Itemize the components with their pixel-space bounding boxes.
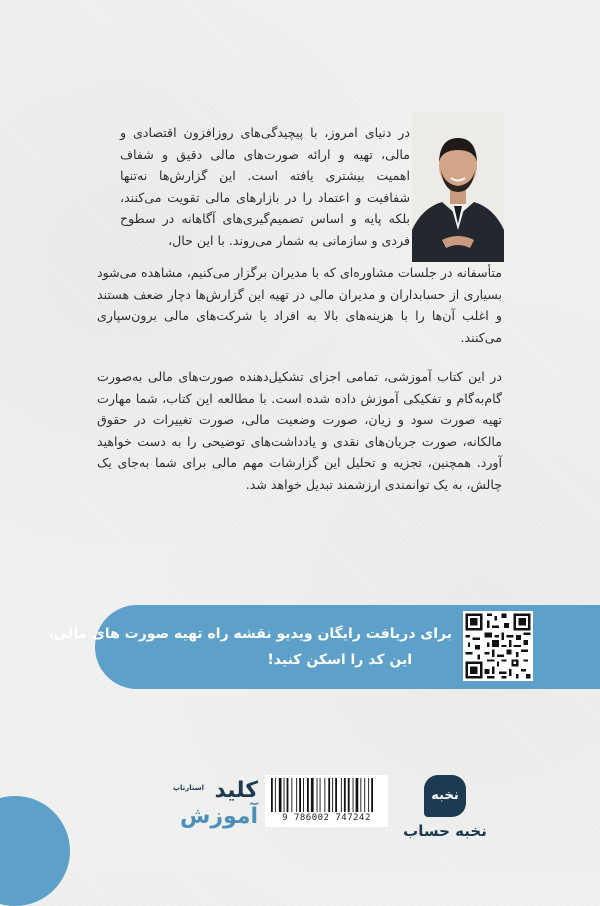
isbn-number: 9 786002 747242 — [282, 813, 371, 823]
book-description-paragraph: در این کتاب آموزشی، تمامی اجزای تشکیل‌دهنده صورت‌های مالی به‌صورت گام‌به‌گام و تفکیکی آموزش داده شده است. با مطالعه این کتاب، شما مهارت تهیه صورت سود و زیان، صورت وضعیت مالی، صورت تغییرات در حقوق مالکانه، صورت جریان‌های نقدی و یادداشت‌های توضیحی را به دست خواهید آورد. همچنین، تجزیه و تحلیل این گزارشات مهم مالی برای شما به‌جای یک چالش، به یک توانمندی ارزشمند تبدیل خواهد شد. — [97, 369, 502, 492]
kelid-logo-top-word: کلید — [214, 778, 258, 803]
intro-paragraph: در دنیای امروز، با پیچیدگی‌های روزافزون اقتصادی و مالی، تهیه و ارائه صورت‌های مالی دقیق و شفاف اهمیت بیشتری یافته است. این گزارش‌ها نه‌تنها شفافیت و اعتماد را در بازارهای مالی تقویت می‌کنند، بلکه پایه و اساس تصمیم‌گیری‌های آگاهانه در سطوح فردی و سازمانی به شمار می‌روند. با این حال، — [120, 125, 410, 248]
author-photo — [412, 112, 504, 262]
kelid-logo-small-label: استارتاپ — [172, 784, 204, 792]
intro-paragraph-continued: متأسفانه در جلسات مشاوره‌ای که با مدیران برگزار می‌کنیم، مشاهده می‌شود بسیاری از حسابداران و مدیران مالی در تهیه این گزارش‌ها دچار ضعف هستند و اغلب آن‌ها را با هزینه‌های بالا به افراد یا شرکت‌های مالی برون‌سپاری می‌کنند. — [97, 265, 502, 345]
qr-code[interactable] — [463, 611, 533, 681]
qr-text-line-2: این کد را اسکن کنید! — [267, 652, 412, 668]
qr-code-icon — [463, 611, 533, 681]
author-portrait-icon — [412, 112, 504, 262]
qr-text-line-1: برای دریافت رایگان ویدیو نقشه راه تهیه صورت های مالی، — [48, 626, 452, 642]
corner-decoration — [0, 796, 70, 906]
kelid-logo-bottom-word: آموزش — [180, 804, 258, 829]
kelid-amoozesh-logo — [158, 778, 258, 838]
publisher-name: نخبه حساب — [403, 822, 487, 840]
isbn-barcode — [265, 775, 388, 827]
publisher-mark-icon: نخبه — [424, 775, 466, 817]
publisher-logo — [402, 775, 488, 845]
barcode-icon — [269, 778, 384, 812]
qr-call-to-action — [48, 621, 452, 673]
